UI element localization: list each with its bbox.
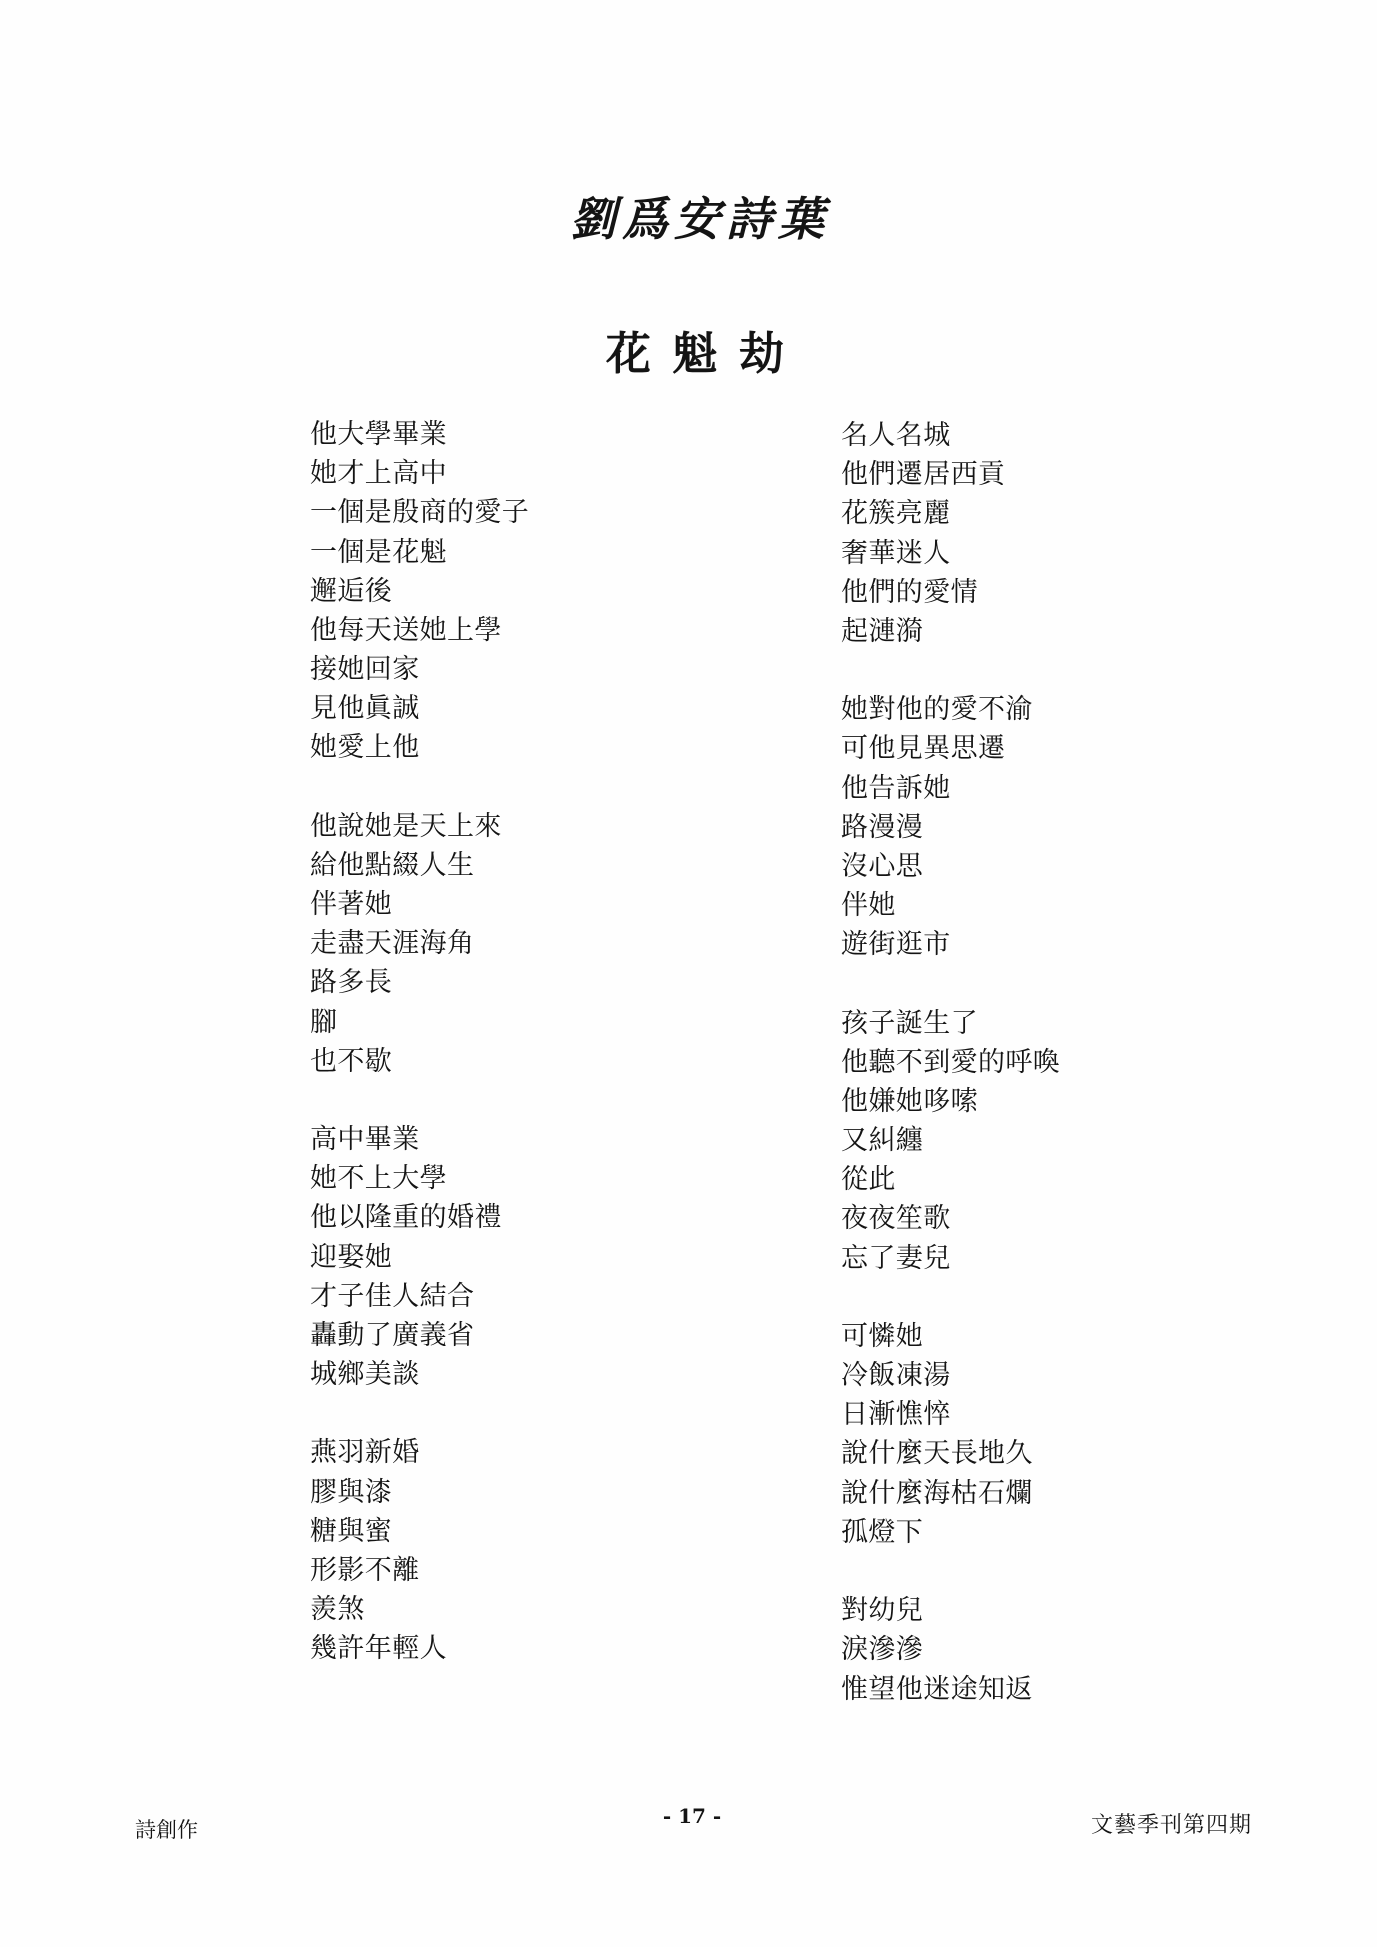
poem-column-left (310, 415, 730, 1708)
poem-line: 她愛上他 (310, 732, 420, 764)
poem-line: 說什麼海枯石爛 (841, 1477, 1033, 1509)
poem-line: 沒心思 (841, 850, 924, 882)
poem-line: 可憐她 (841, 1320, 924, 1352)
poem-line: 膠與漆 (310, 1476, 393, 1508)
poem-line: 轟動了廣義省 (310, 1319, 475, 1351)
stanza (310, 1120, 730, 1394)
poem-line: 一個是殷商的愛子 (310, 497, 530, 529)
poem-line: 日漸憔悴 (841, 1399, 951, 1431)
poem-line: 他告訴她 (841, 772, 951, 804)
poem-line: 可他見異思遷 (841, 733, 1006, 765)
poem-line: 邂逅後 (310, 575, 393, 607)
poem-line: 夜夜笙歌 (841, 1203, 951, 1235)
poem-line: 迎娶她 (310, 1241, 393, 1273)
poem-line: 他每天送她上學 (310, 614, 502, 646)
poem-line: 惟望他迷途知返 (841, 1673, 1033, 1705)
poem-line: 形影不離 (310, 1554, 420, 1586)
poem-line: 說什麼天長地久 (841, 1438, 1033, 1470)
poem-line: 他聽不到愛的呼喚 (841, 1046, 1061, 1078)
stanza (841, 1004, 1261, 1278)
poem-line: 一個是花魁 (310, 536, 447, 568)
poem-line: 從此 (841, 1164, 896, 1196)
poem-line: 名人名城 (841, 420, 951, 451)
poem-line: 走盡天涯海角 (310, 928, 475, 960)
stanza (310, 1433, 730, 1668)
poem-line: 奢華迷人 (841, 537, 951, 569)
poem-line: 見他眞誠 (310, 693, 420, 725)
poem-line: 高中畢業 (310, 1124, 420, 1156)
poem-line: 燕羽新婚 (310, 1437, 420, 1469)
stanza (841, 1317, 1261, 1552)
poem-line: 他們遷居西貢 (841, 459, 1006, 491)
poem-line: 伴著她 (310, 889, 393, 921)
poem-line: 遊街逛市 (841, 929, 951, 961)
poem-line: 路多長 (310, 967, 393, 999)
poem-line: 才子佳人結合 (310, 1280, 475, 1312)
page-number: - 17 - (662, 1804, 722, 1828)
collection-title: 劉爲安詩葉 (570, 192, 830, 246)
poem-line: 伴她 (841, 890, 896, 922)
poem-title: 花 魁 劫 (605, 327, 788, 380)
stanza (310, 415, 730, 768)
poem-line: 腳 (310, 1006, 338, 1038)
footer-section-label: 詩創作 (135, 1818, 198, 1842)
poem-line: 對幼兒 (841, 1595, 924, 1627)
poem-line: 糖與蜜 (310, 1515, 393, 1547)
poem-line: 路漫漫 (841, 811, 924, 843)
poem-line: 她不上大學 (310, 1163, 447, 1195)
poem-line: 花簇亮麗 (841, 498, 951, 530)
stanza (841, 690, 1261, 964)
poem-line: 忘了妻兒 (841, 1242, 951, 1274)
poem-line: 孩子誕生了 (841, 1007, 978, 1039)
poem-line: 接她回家 (310, 654, 420, 686)
poem-line: 她才上高中 (310, 458, 447, 490)
poem-line: 給他點綴人生 (310, 849, 475, 881)
poem-line: 她對他的愛不渝 (841, 694, 1033, 726)
stanza (841, 1591, 1261, 1709)
poem-line: 孤燈下 (841, 1516, 924, 1548)
footer-publication: 文藝季刊第四期 (1090, 1813, 1252, 1838)
poem-line: 羨煞 (310, 1594, 365, 1626)
poem-line: 他說她是天上來 (310, 810, 502, 842)
poem-line: 冷飯凍湯 (841, 1360, 951, 1392)
poem-line: 又糾纏 (841, 1125, 924, 1157)
poem-line: 也不歇 (310, 1045, 393, 1077)
poem-line: 他嫌她哆嗦 (841, 1085, 978, 1117)
poem-line: 起漣漪 (841, 615, 924, 647)
poem-line: 淚滲滲 (841, 1634, 924, 1666)
poem-line: 他大學畢業 (310, 419, 447, 450)
poem-column-right (841, 416, 1261, 1748)
poem-line: 他們的愛情 (841, 576, 978, 608)
stanza (310, 807, 730, 1081)
stanza (841, 416, 1261, 651)
poem-line: 他以隆重的婚禮 (310, 1202, 502, 1234)
poem-line: 幾許年輕人 (310, 1633, 447, 1665)
poem-line: 城鄉美談 (310, 1359, 420, 1391)
